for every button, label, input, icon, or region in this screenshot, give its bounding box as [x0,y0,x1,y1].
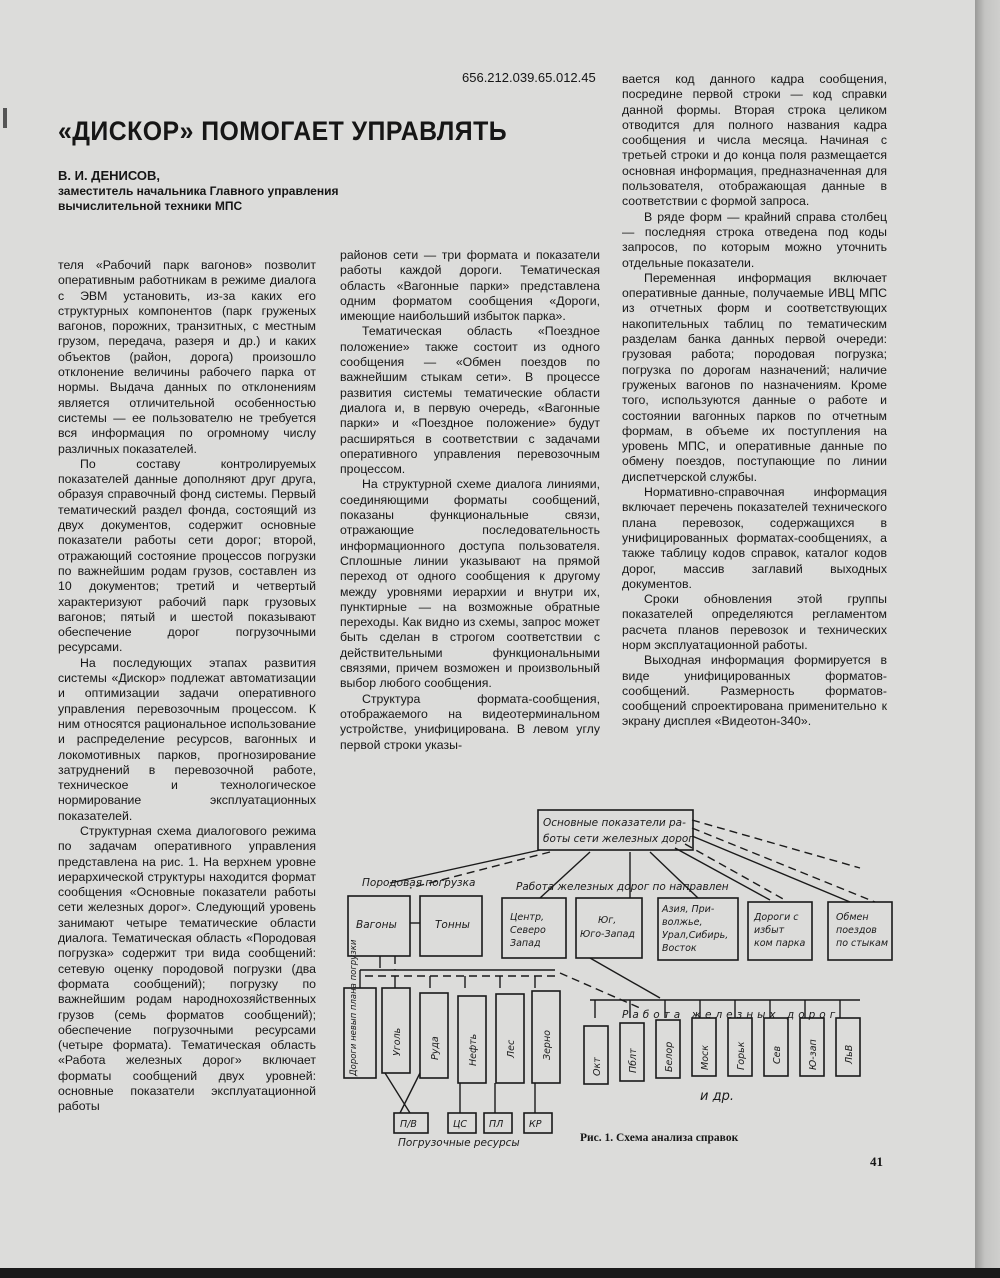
paragraph: По составу контролируемых показателей данные дополняют друг друга, образуя справочный фонд системы. Первый тематический раздел фонда, состоящий из двух документов, содержит основные показатели работы сети дорог; второй, отражающий состояние процессов погрузки по важнейшим родам грузов, составлен из 10 документов; третий и четвертый характеризуют рабочий парк грузовых вагонов; пятый и шестой показывают обеспечение дорог погрузочными ресурсами. [58,456,316,655]
road-box-gork: Горьк [736,1041,747,1070]
road-box-lvov: ЛьВ [844,1044,855,1064]
road-boxes [584,1018,860,1084]
label-railways-work: Работа железных дорог [622,1009,840,1021]
road-box-yuzap: Ю-зап [808,1039,819,1070]
park-box-line-1: Дороги с [754,912,799,923]
dir-center-line-3: Запад [510,938,541,949]
cargo-box-grain: Зерно [542,1030,553,1060]
park-box-line-3: ком парка [754,938,806,949]
paragraph: Тематическая область «Поездное положение» также состоит из одного сообщения — «Обмен поездов по важнейшим стыкам сети». В процессе развития системы тематические области диалога и, в первую очередь, «Вагонные парки» и «Поездное положение» будут расширяться в соответствии с задачами оперативного управления перевозочным процессом. [340,324,600,477]
label-resources: Погрузочные ресурсы [398,1137,520,1149]
dir-east-line-1: Азия, При- [662,904,715,915]
cargo-box-ore: Руда [430,1036,441,1060]
cargo-box-timber: Лес [506,1039,517,1058]
text-column-1 [58,258,316,1115]
paragraph: Структура формата-сообщения, отображаемого на видеотерминальном устройстве, унифицирована. В левом углу первой строки указы- [340,691,600,752]
top-box-line-1: Основные показатели ра- [543,817,686,829]
dir-south-line-1: Юг, [598,915,617,926]
exchange-box-line-2: поездов [836,925,877,936]
paragraph: Переменная информация включает оперативные данные, получаемые ИВЦ МПС из отчетных форм и соответствующих накопительных таблиц по тематическим разделам банка данных первой очереди: грузовая работа; породовая погрузка; погрузка по дорогам назначений; наличие груженых вагонов по назначениям. Кроме того, используются данные о работе и состоянии вагонных парков по отчетным формам, в объеме их поступления на уровень МПС, и оперативные данные по обмену поездов, поступающие по линии диспетчерской службы. [622,270,887,484]
resource-box-cs: ЦС [453,1119,468,1130]
road-box-pblt: Пблт [628,1048,639,1073]
paragraph: На структурной схеме диалога линиями, соединяющими форматы сообщений, показаны функциональные связи, отражающие последовательность информационного доступа пользователя. Сплошные линии указывают на прямой переход от одного сообщения к другому между уровнями иерархии и внутри их, пунктирные — на возможные обратные переходы. Как видно из схемы, запрос может быть сделан в строгом соответствии с действительными функциональными связями, причем возможен и произвольный выбор любого сообщения. [340,477,600,691]
cargo-box-unfulfilled: Дороги невып плана погрузки [349,939,359,1076]
figure-caption: Рис. 1. Схема анализа справок [580,1132,739,1144]
top-level-box [538,810,694,850]
cargo-box-oil: Нефть [468,1033,479,1066]
paragraph: Выходная информация формируется в виде унифицированных форматов-сообщений. Размерность форматов-сообщений спроектирована применительно к экрану дисплея «Видеотон-340». [622,653,887,729]
dir-east-line-4: Восток [662,943,697,954]
paragraph: В ряде форм — крайний справа столбец — последняя строка отведена под коды запросов, по которым можно уточнить отдельные показатели. [622,209,887,270]
top-box-line-2: боты сети железных дорог [543,833,694,845]
label-etc: и др. [700,1089,734,1104]
park-box-line-2: избыт [754,925,785,936]
text-column-3 [622,72,887,730]
dir-east-line-3: Урал,Сибирь, [662,930,729,941]
exchange-box-line-1: Обмен [836,912,869,923]
dir-south-line-2: Юго-Запад [580,929,636,940]
paragraph: Нормативно-справочная информация включает перечень показателей технического плана перевозок, содержащихся в унифицированных форматах-сообщениях, а также таблицу кодов справок, каталог кодов дорог, массив заглавий выходных документов. [622,485,887,591]
box-direction-south [576,898,642,958]
cargo-box-coal: Уголь [392,1027,403,1056]
road-box-mosk: Моск [700,1045,711,1070]
diagram-connectors [360,820,875,1113]
dir-east-line-2: волжье, [662,917,703,928]
road-box-okt: Окт [592,1057,603,1076]
exchange-box-line-3: по стыкам [836,938,889,949]
resource-box-pv: П/В [400,1119,417,1130]
label-railways-direction: Работа железных дорог по направлен [516,881,729,893]
page-edge-right [975,0,1000,1278]
cargo-boxes [344,939,560,1083]
paragraph: теля «Рабочий парк вагонов» позволит оперативным работникам в режиме диалога с ЭВМ установить, из-за каких его структурных компонентов (парк груженых вагонов, порожних, транзитных, с местным грузом, передача, разеря и др.) и каких объектов (район, дорога) произошло отклонение величины рабочего парка от нормы. Выдача данных по отклонениям является отличительной особенностью системы — ее пользователю не требуется вся информация по огромному числу различных показателей. [58,258,316,456]
dir-center-line-1: Центр, [510,912,545,923]
article-title: «ДИСКОР» ПОМОГАЕТ УПРАВЛЯТЬ [58,116,508,146]
paragraph: Структурная схема диалогового режима по задачам оперативного управления представлена на рис. 1. На верхнем уровне иерархической структуры находится формат сообщения «Основные показатели работы сети железных дорог». Следующий уровень занимают четыре тематические области диалога. Тематическая область «Породовая погрузка» содержит три вида сообщений: сетевую оценку породовой погрузки (два формата сообщений); погрузку по важнейшим родам народнохозяйственных грузов (семь форматов сообщений); обеспечение погрузочными ресурсами (четыре формата). Тематическая область «Работа железных дорог» включает форматы сообщений двух уровней: основные показатели эксплуатационной работы [58,823,316,1114]
structure-diagram [340,808,900,1156]
page-edge-bottom [0,1268,1000,1278]
udc-code: 656.212.039.65.012.45 [462,70,596,85]
text-column-2 [340,248,600,753]
resource-boxes [394,1113,552,1133]
road-box-belor: Белор [664,1041,675,1072]
label-loading: Породовая погрузка [362,877,476,889]
paragraph: вается код данного кадра сообщения, посредине первой строки — код справки данной формы. Вторая строка целиком отводится для полного названия кадра сообщения и числа месяца. Начиная с третьей строки и до конца поля размещается основная информация, предназначенная для пользователя, отображающая данные в соответствии с формой запроса. [622,72,887,209]
author-position: заместитель начальника Главного управления вычислительной техники МПС [58,184,339,213]
paragraph: районов сети — три формата и показатели работы каждой дороги. Тематическая область «Вагонные парки» представлена одним форматом сообщения «Дороги, имеющие наибольший избыток парка». [340,248,600,324]
author-name: В. И. ДЕНИСОВ, [58,168,161,183]
margin-mark [3,108,7,128]
page-number: 41 [870,1154,883,1169]
resource-box-pl: ПЛ [489,1119,504,1130]
box-tonnes-label: Тонны [435,919,470,931]
paragraph: На последующих этапах развития системы «Дискор» подлежат автоматизации и оптимизации задачи оперативного управления перевозочным процессом. К ним относятся рациональное использование и распределение ресурсов, вагонных и локомотивных парков, прогнозирование затруднений в перевозочной работе, техническое и технологическое нормирование эксплуатационных показателей. [58,655,316,823]
paragraph: Сроки обновления этой группы показателей определяются регламентом расчета планов перевозок и технических норм эксплуатационной работы. [622,592,887,652]
road-box-sev: Сев [772,1045,783,1064]
resource-box-kr: КР [529,1119,542,1130]
dir-center-line-2: Северо [510,925,546,936]
box-wagons-label: Вагоны [356,919,397,931]
